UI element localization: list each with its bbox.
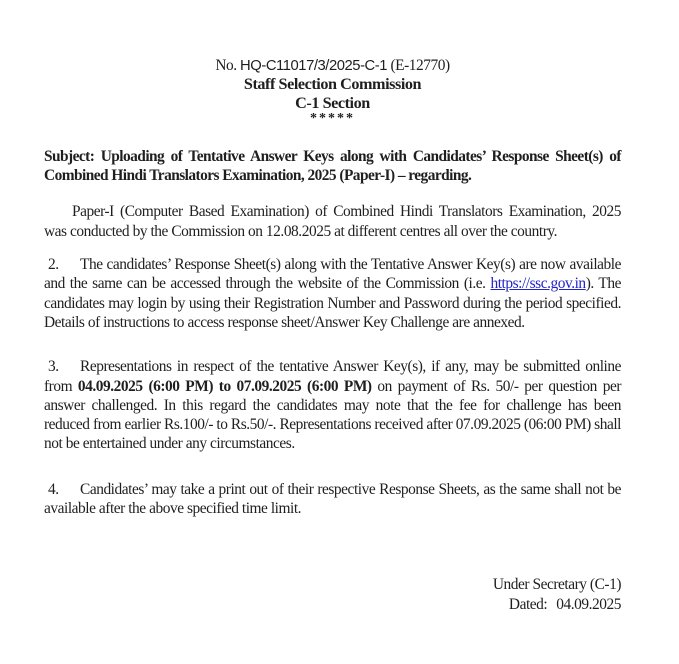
paragraph-number: 3. (48, 358, 59, 376)
paragraph-number: 4. (48, 480, 59, 498)
subject-line: Subject: Uploading of Tentative Answer Keys along with Candidates’ Response Sheet(s) of Combined Hindi Translators Examination, 2025 (Paper-I) – regarding. (44, 147, 621, 185)
organization-name: Staff Selection Commission (243, 75, 422, 94)
dated-label: Dated: (508, 595, 548, 613)
reference-prefix: No. (215, 57, 241, 74)
paragraph-text: The candidates’ Response Sheet(s) along with the Tentative Answer Key(s) are now available and the same can be accessed through the website of the Commission (i.e. (44, 256, 621, 293)
signatory-designation: Under Secretary (C-1) (492, 576, 621, 594)
reference-number: HQ-C11017/3/2025-C-1 (240, 58, 388, 74)
paragraph-3 (44, 357, 621, 453)
paragraph-4 (44, 480, 621, 519)
notice-body (44, 202, 621, 518)
reference-suffix: (E-12770) (387, 57, 450, 74)
paragraph-number: 2. (48, 256, 59, 274)
document-header (44, 57, 621, 125)
dated-value: 04.09.2025 (556, 595, 621, 613)
signature-block (44, 575, 621, 614)
ssc-website-link[interactable]: https://ssc.gov.in (490, 275, 586, 293)
section-name: C-1 Section (295, 93, 370, 112)
date-line (44, 595, 621, 615)
separator-stars: ***** (310, 110, 355, 126)
paragraph-2 (44, 255, 621, 332)
paragraph-text: ). The candidates may login by using their Registration Number and Password during the period specified. Details of instructions to access response sheet/Answer Key Challenge are annexed. (44, 275, 621, 331)
paragraph-text: Candidates’ may take a print out of their respective Response Sheets, as the same shall not be available after the above specified time limit. (44, 480, 621, 518)
paragraph-1 (44, 202, 621, 241)
reference-number-line (44, 57, 621, 75)
paragraph-text: on payment of Rs. 50/- per question per answer challenged. In this regard the candidates may note that the fee for challenge has been reduced from earlier Rs.100/- to Rs.50/-. Representations received after 07.09.2025 (06:00 PM) shall not be entertained under any circumstances. (44, 377, 622, 453)
paragraph-text: Representations in respect of the tentative Answer Key(s), if any, may be submitted online from (44, 358, 621, 395)
paragraph-text: Paper-I (Computer Based Examination) of Combined Hindi Translators Examination, 2025 was conducted by the Commission on 12.08.2025 at different centres all over the country. (44, 203, 621, 240)
bold-text-segment: 04.09.2025 (6:00 PM) to 07.09.2025 (6:00 PM) (77, 377, 372, 395)
